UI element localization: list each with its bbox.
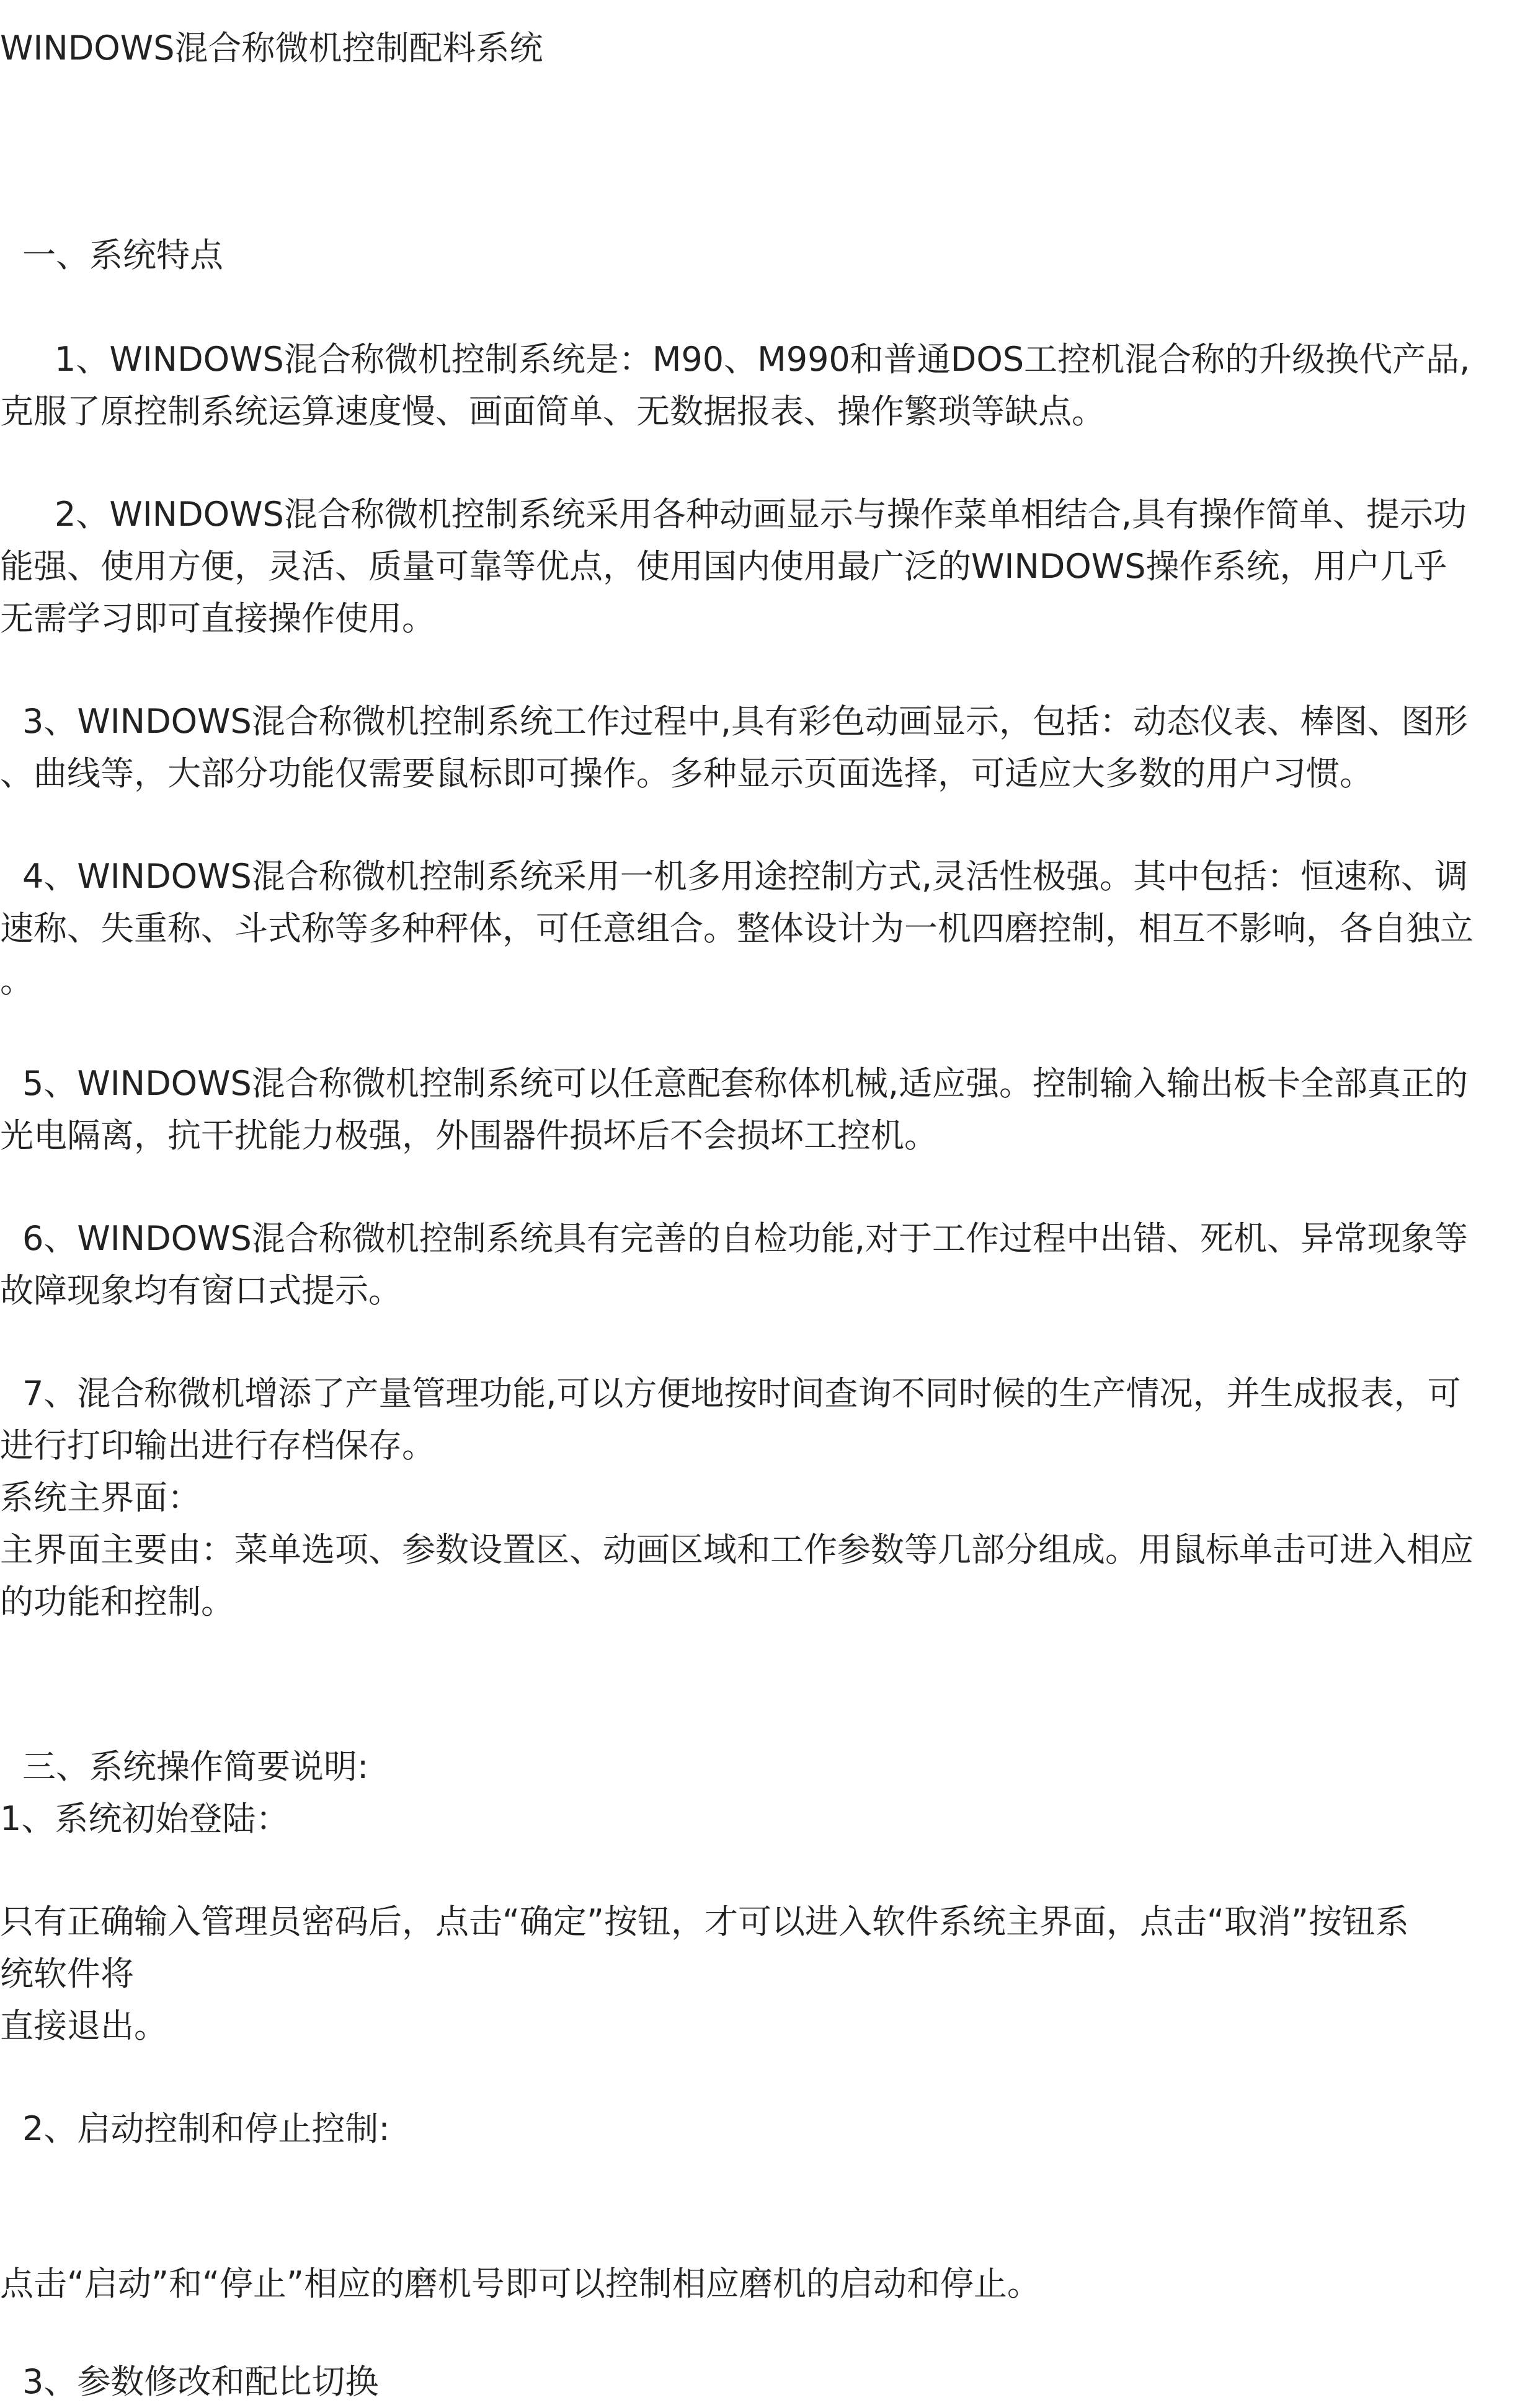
main-ui-description-line-1: 主界面主要由：菜单选项、参数设置区、动画区域和工作参数等几部分组成。用鼠标单击可进入相应 — [0, 1530, 1474, 1569]
paragraph-4-line-1: 4、WINDOWS混合称微机控制系统采用一机多用途控制方式,灵活性极强。其中包括：恒速称、调 — [22, 857, 1468, 896]
paragraph-5-line-1: 5、WINDOWS混合称微机控制系统可以任意配套称体机械,适应强。控制输入输出板卡全部真正的 — [22, 1064, 1468, 1103]
paragraph-2-line-3: 无需学习即可直接操作使用。 — [0, 599, 435, 638]
paragraph-6-line-2: 故障现象均有窗口式提示。 — [0, 1271, 402, 1310]
document-title: WINDOWS混合称微机控制配料系统 — [0, 29, 543, 68]
paragraph-4-line-2: 速称、失重称、斗式称等多种秤体，可任意组合。整体设计为一机四磨控制，相互不影响，各自独立 — [0, 909, 1474, 948]
paragraph-7-line-1: 7、混合称微机增添了产量管理功能,可以方便地按时间查询不同时候的生产情况，并生成报表，可 — [22, 1374, 1461, 1413]
operation-1-description-line-2: 统软件将 — [0, 1954, 134, 1993]
section-heading-operations: 三、系统操作简要说明: — [22, 1747, 369, 1786]
paragraph-3-line-1: 3、WINDOWS混合称微机控制系统工作过程中,具有彩色动画显示，包括：动态仪表、棒图、图形 — [22, 702, 1468, 741]
operation-2-description: 点击“启动”和“停止”相应的磨机号即可以控制相应磨机的启动和停止。 — [0, 2264, 1041, 2303]
operation-1-description-line-3: 直接退出。 — [0, 2006, 167, 2045]
paragraph-3-line-2: 、曲线等，大部分功能仅需要鼠标即可操作。多种显示页面选择，可适应大多数的用户习惯。 — [0, 754, 1373, 793]
main-ui-description-line-2: 的功能和控制。 — [0, 1582, 234, 1621]
paragraph-4-line-3: 。 — [0, 961, 33, 1000]
paragraph-2-line-2: 能强、使用方便，灵活、质量可靠等优点，使用国内使用最广泛的WINDOWS操作系统，用户几乎 — [0, 547, 1447, 586]
paragraph-2-line-1: 2、WINDOWS混合称微机控制系统采用各种动画显示与操作菜单相结合,具有操作简单、提示功 — [55, 495, 1467, 534]
paragraph-6-line-1: 6、WINDOWS混合称微机控制系统具有完善的自检功能,对于工作过程中出错、死机、异常现象等 — [22, 1219, 1468, 1258]
main-ui-label: 系统主界面： — [0, 1478, 201, 1517]
operation-1-heading: 1、系统初始登陆： — [0, 1799, 290, 1838]
paragraph-7-line-2: 进行打印输出进行存档保存。 — [0, 1426, 435, 1465]
section-heading-features: 一、系统特点 — [22, 236, 223, 275]
operation-1-description-line-1: 只有正确输入管理员密码后，点击“确定”按钮，才可以进入软件系统主界面，点击“取消”按钮系 — [0, 1902, 1409, 1941]
paragraph-1-line-2: 克服了原控制系统运算速度慢、画面简单、无数据报表、操作繁琐等缺点。 — [0, 392, 1105, 431]
paragraph-5-line-2: 光电隔离，抗干扰能力极强，外围器件损坏后不会损坏工控机。 — [0, 1116, 938, 1155]
operation-2-heading: 2、启动控制和停止控制: — [22, 2109, 390, 2148]
operation-3-heading-partial: 3、参数修改和配比切换 — [22, 2362, 379, 2401]
paragraph-1-line-1: 1、WINDOWS混合称微机控制系统是：M90、M990和普通DOS工控机混合称的升级换代产品, — [55, 340, 1470, 379]
